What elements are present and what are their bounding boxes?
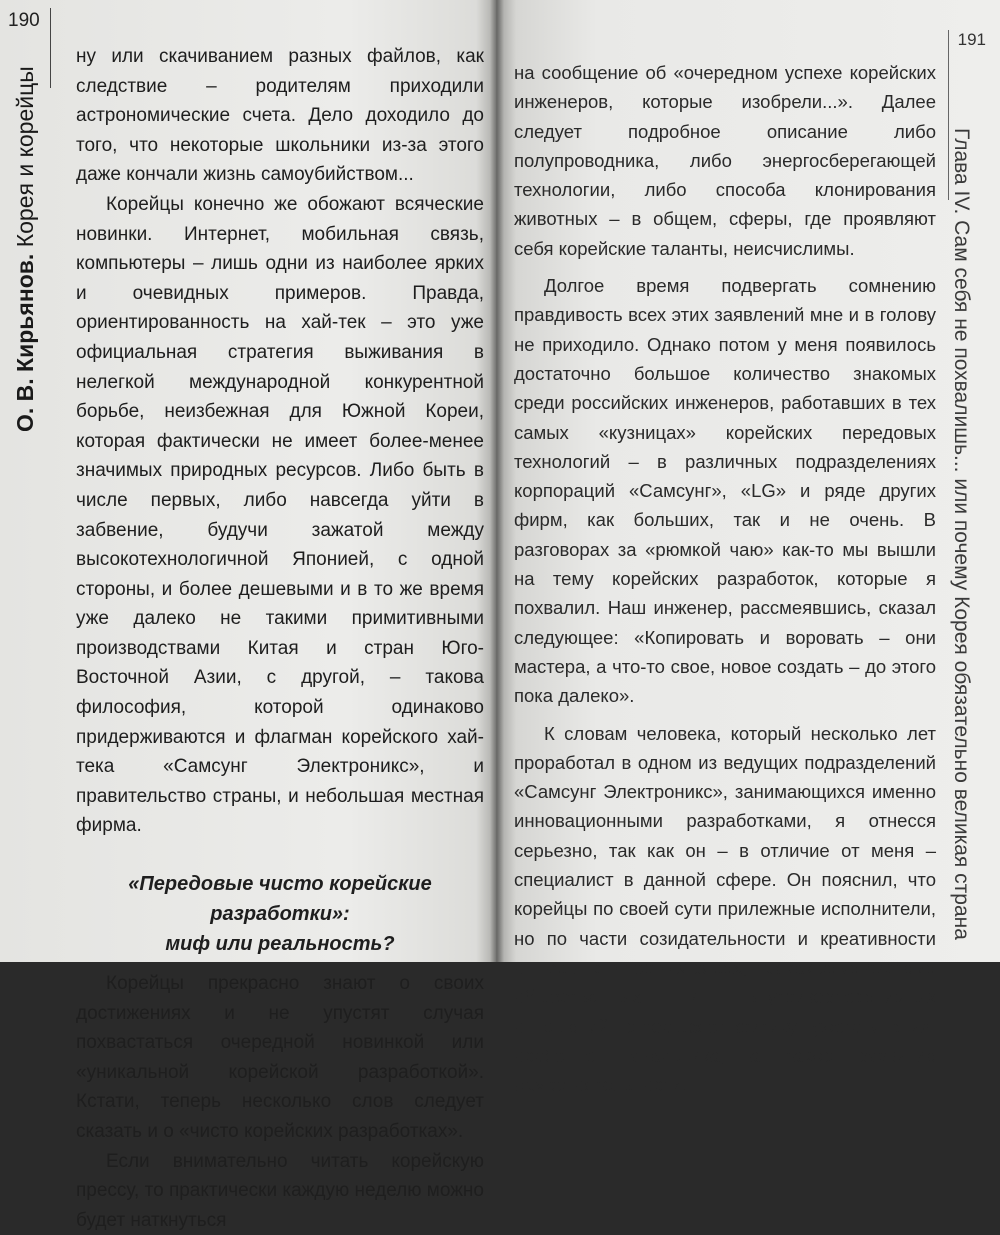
section-heading	[76, 869, 484, 959]
left-page-body	[76, 42, 484, 1235]
paragraph: Корейцы конечно же обожают всяческие новинки. Интернет, мобильная связь, компьютеры – лишь одни из наиболее ярких и очевидных примеров. Правда, ориентированность на хай-тек – это уже официальная стратегия выживания в нелегкой международной конкурентной борьбе, неизбежная для Южной Кореи, которая фактически не имеет более-менее значимых природных ресурсов. Либо быть в числе первых, либо навсегда уйти в забвение, будучи зажатой между высокотехнологичной Японией, с одной стороны, и более дешевыми и в то же время уже далеко не такими примитивными производствами Китая и стран Юго-Восточной Азии, с другой, – такова философия, которой одинаково придерживаются и флагман корейского хай-тека «Самсунг Электроникс», и правительство страны, и небольшая местная фирма.	[76, 193, 484, 837]
paragraph: Если внимательно читать корейскую прессу, то практически каждую неделю можно будет наткнуться	[76, 1150, 484, 1231]
running-head-right: Глава IV. Сам себя не похвалишь... или почему Корея обязательно великая страна	[950, 128, 973, 940]
running-head-book-title: Корея и корейцы	[12, 66, 38, 248]
paragraph: Долгое время подвергать сомнению правдивость всех этих заявлений мне и в голову не приходило. Однако потом у меня появилось достаточно большое количество знакомых среди российских инженеров, работавших в тех самых «кузницах» корейских передовых технологий – в различных подразделениях корпораций «Самсунг», «LG» и ряде других фирм, как больших, так и не очень. В разговорах за «рюмкой чаю» как-то мы вышли на тему корейских разработок, которые я похвалил. Наш инженер, рассмеявшись, сказал следующее: «Копировать и воровать – они мастера, а что-то свое, новое создать – до этого пока далеко».	[514, 275, 936, 707]
paragraph: ну или скачиванием разных файлов, как следствие – родителям приходили астрономические счета. Дело доходило до того, что некоторые школьники из-за этого даже кончали жизнь самоубийством...	[76, 46, 484, 186]
section-heading-line: «Передовые чисто корейские разработки»:	[128, 873, 432, 926]
right-page	[496, 0, 1000, 1096]
paragraph: на сообщение об «очередном успехе корейских инженеров, которые изобрели...». Далее следует подробное описание либо полупроводника, либо энергосберегающей технологии, либо способа клонирования животных – в общем, сферы, где проявляют себя корейские таланты, неисчислимы.	[514, 62, 936, 259]
paragraph: Корейцы прекрасно знают о своих достижениях и не упустят случая похвастаться очередной новинкой или «уникальной корейской разработкой». Кстати, теперь несколько слов следует сказать и о «чисто корейских разработках».	[76, 973, 484, 1142]
running-head-left	[12, 66, 39, 432]
page-number-left: 190	[8, 10, 40, 31]
paragraph: К словам человека, который несколько лет проработал в одном из ведущих подразделений «Самсунг Электроникс», занимающихся именно инновационными разработками, я отнесся серьезно, так как он – в отличие от меня – специалист в данной сфере. Он пояснил, что корейцы по своей сути прилежные исполнители, но по части созидательности и креативности отнюдь не в первых рядах, так как сама система общественных и внутрикорпоративных отношений не поощряет критику чужого мнения, особенно начальника, а также развитие самостоятельности.	[514, 722, 936, 1096]
page-number-right: 191	[957, 30, 986, 49]
left-page	[0, 0, 496, 1231]
header-rule-left	[50, 8, 51, 88]
right-page-body	[514, 58, 936, 1099]
book-gutter	[490, 0, 504, 962]
section-heading-line: миф или реальность?	[165, 933, 395, 956]
running-head-author: О. В. Кирьянов.	[12, 253, 38, 432]
